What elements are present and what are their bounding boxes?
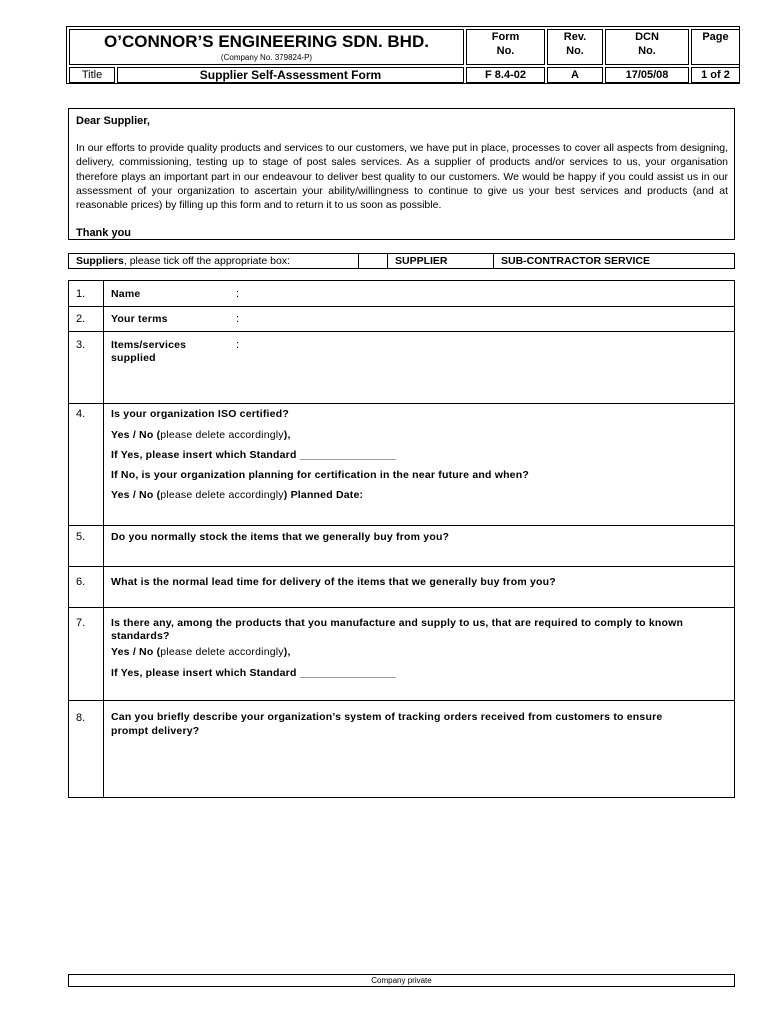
standards-question-2: standards? [111,630,170,642]
iso-planning-question: If No, is your organization planning for certification in the near future and when? [111,469,529,481]
dcn-label: DCN [635,31,659,43]
row-divider [68,331,735,332]
close-paren: ), [283,429,291,441]
question-number: 5. [76,531,86,543]
rev-no-value: A [547,67,603,83]
form-no-label-2: No. [496,45,515,57]
intro-body: In our efforts to provide quality products and services to our customers, we have put in place, processes to cover all aspects from designing, delivery, commissioning, testing up to stage of post sales services. As a supplier of products and/or services to us, your organisation therefore plays an important part in our endeavour to deliver best quality to our customers. We would be happy if you could assist us in our assessment of your organization to ascertain your ability/willingness to continue to give us your best services and products (and at reasonable prices) by filling up this form and to return it to us soon as possible. [76,142,728,212]
items-label: Items/services [111,339,187,351]
question-number: 1. [76,288,86,300]
iso-certified-question: Is your organization ISO certified? [111,408,289,420]
form-no-label: Form [491,31,520,43]
tracking-question: Can you briefly describe your organization’s system of tracking orders received from customers to ensure [111,711,663,723]
terms-colon: : [236,313,240,325]
rev-label-2: No. [566,45,584,57]
yes-no-text: Yes / No ( [111,646,161,658]
dcn-no-value: 17/05/08 [605,67,689,83]
planned-date-label: ) Planned Date: [283,489,364,501]
iso-yes-no[interactable] [111,429,291,441]
question-number: 3. [76,339,86,351]
company-number: (Company No. 379824-P) [220,53,313,62]
question-number: 4. [76,408,86,420]
subcontractor-option-label: SUB-CONTRACTOR SERVICE [501,255,650,267]
question-number: 7. [76,617,86,629]
standards-standard-line[interactable]: If Yes, please insert which Standard ________________ [111,667,397,679]
row-divider [68,525,735,526]
dcn-no-header [605,29,689,65]
stock-question: Do you normally stock the items that we generally buy from you? [111,531,450,543]
items-field[interactable] [245,334,730,400]
form-title: Supplier Self-Assessment Form [117,67,464,83]
page-value: 1 of 2 [691,67,740,83]
form-no-header [466,29,545,65]
row-divider [68,607,735,608]
supplier-checkbox[interactable] [358,253,388,269]
tracking-question-2: prompt delivery? [111,725,200,737]
terms-label: Your terms [111,313,168,325]
terms-field[interactable] [245,309,730,329]
row-divider [68,306,735,307]
standards-yes-no[interactable] [111,646,291,658]
form-no-value: F 8.4-02 [466,67,545,83]
iso-standard-line[interactable]: If Yes, please insert which Standard ________________ [111,449,397,461]
footer: Company private [68,974,735,987]
question-number: 8. [76,712,86,724]
lead-time-answer-field[interactable] [105,590,733,605]
row-divider [68,566,735,567]
question-number: 2. [76,313,86,325]
rev-no-header [547,29,603,65]
items-label-2: supplied [111,352,156,364]
items-colon: : [236,339,240,351]
thank-you: Thank you [76,227,132,239]
page-header [691,29,740,65]
delete-note: please delete accordingly [160,429,284,441]
delete-note: please delete accordingly [160,489,284,501]
dcn-label-2: No. [638,45,656,57]
standards-question: Is there any, among the products that you manufacture and supply to us, that are required to comply to known [111,617,684,629]
tracking-answer-field[interactable] [105,742,733,796]
yes-no-text: Yes / No ( [111,429,161,441]
supplier-type-prompt [68,253,359,269]
title-label: Title [69,67,115,83]
intro-letter [68,108,735,240]
name-colon: : [236,288,240,300]
number-column-divider [103,280,104,798]
yes-no-text: Yes / No ( [111,489,161,501]
question-number: 6. [76,576,86,588]
stock-answer-field[interactable] [105,545,733,564]
delete-note: please delete accordingly [160,646,284,658]
greeting: Dear Supplier, [76,115,150,127]
close-paren: ), [283,646,291,658]
rev-label: Rev. [563,31,587,43]
row-divider [68,403,735,404]
subcontractor-option[interactable] [493,253,735,269]
supplier-prompt-rest: , please tick off the appropriate box: [123,255,291,267]
name-label: Name [111,288,141,300]
lead-time-question: What is the normal lead time for delivery of the items that we generally buy from you? [111,576,556,588]
company-box [69,29,464,65]
supplier-prompt-bold: Suppliers [76,255,124,267]
page-label: Page [702,31,729,43]
row-divider [68,700,735,701]
iso-planned-date[interactable] [111,489,363,501]
supplier-option-label: SUPPLIER [387,253,494,269]
name-field[interactable] [245,283,730,303]
company-name: O’CONNOR’S ENGINEERING SDN. BHD. [104,32,429,51]
